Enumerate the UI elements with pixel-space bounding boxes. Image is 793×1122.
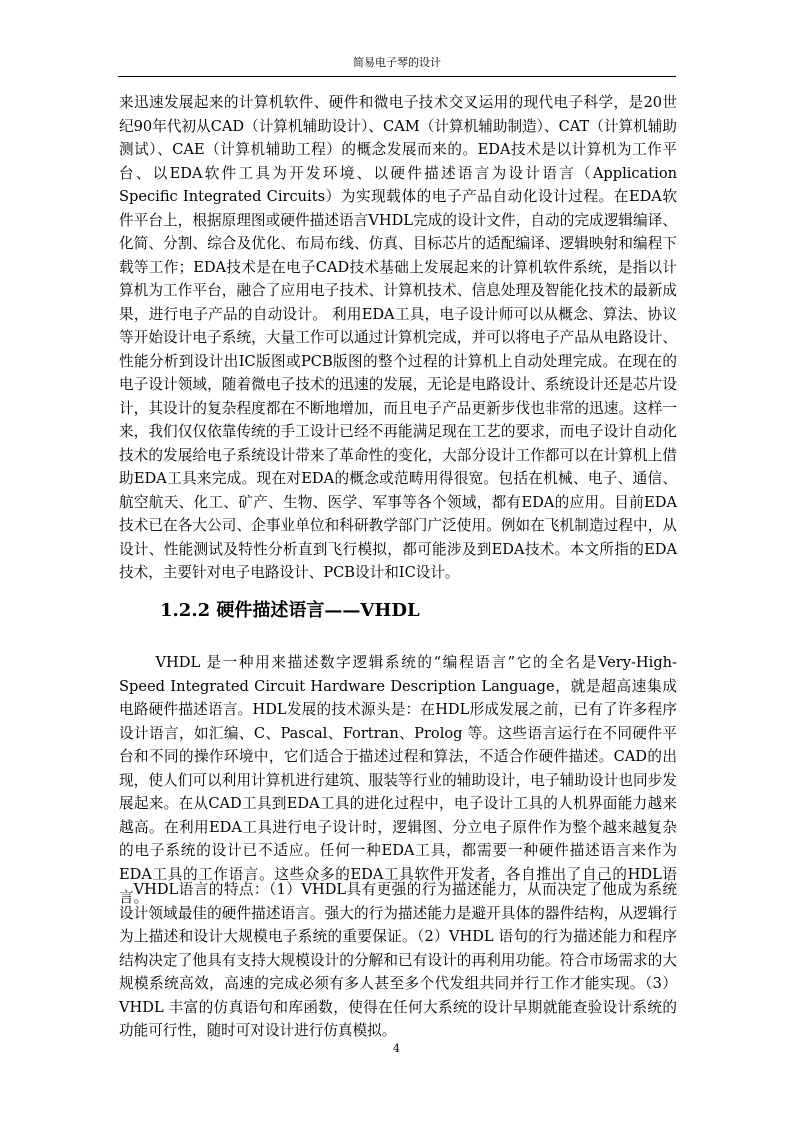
section-heading: 1.2.2 硬件描述语言——VHDL bbox=[160, 600, 420, 621]
page-header: 简易电子琴的设计 bbox=[353, 56, 441, 69]
body-paragraph-vhdl-features: VHDL语言的特点：（1）VHDL具有更强的行为描述能力，从而决定了他成为系统设计领域最佳的硬件描述语言。强大的行为描述能力是避开具体的器件结构，从逻辑行为上描述和设计大规模电子系统的重要保证。（2）VHDL 语句的行为描述能力和程序结构决定了他具有支持大规模设计的分解和已有设计的再利用功能。符合市场需求的大规模系统高效，高速的完成必须有多人甚至多个代发组共同并行工作才能实现。（3）VHDL 丰富的仿真语句和库函数，使得在任何大系统的设计早期就能查验设计系统的功能可行性，随时可对设计进行仿真模拟。 bbox=[119, 881, 677, 1039]
body-paragraph-vhdl-intro: VHDL 是一种用来描述数字逻辑系统的“编程语言”它的全名是Very-High-Speed Integrated Circuit Hardware Description Language，就是超高速集成电路硬件描述语言。HDL发展的技术源头是：在HDL形成发展之前，已有了许多程序设计语言，如汇编、C、Pascal、Fortran、Prolog 等。这些语言运行在不同硬件平台和不同的操作环境中，它们适合于描述过程和算法，不适合作硬件描述。CAD的出现，使人们可以利用计算机进行建筑、服装等行业的辅助设计，电子辅助设计也同步发展起来。在从CAD工具到EDA工具的进化过程中，电子设计工具的人机界面能力越来越高。在利用EDA工具进行电子设计时，逻辑图、分立电子原件作为整个越来越复杂的电子系统的设计已不适应。任何一种EDA工具，都需要一种硬件描述语言来作为EDA工具的工作语言。这些众多的EDA工具软件开发者，各自推出了自己的HDL语言。 bbox=[119, 654, 677, 906]
page-number: 4 bbox=[393, 1042, 400, 1055]
header-divider bbox=[118, 76, 676, 77]
body-paragraph-eda: 来迅速发展起来的计算机软件、硬件和微电子技术交叉运用的现代电子科学，是20世纪90年代初从CAD（计算机辅助设计）、CAM（计算机辅助制造）、CAT（计算机辅助测试）、CAE（计算机辅助工程）的概念发展而来的。EDA技术是以计算机为工作平台、以EDA软件工具为开发环境、以硬件描述语言为设计语言（Application Specific Integrated Circuits）为实现载体的电子产品自动化设计过程。在EDA软件平台上，根据原理图或硬件描述语言VHDL完成的设计文件，自动的完成逻辑编译、化简、分割、综合及优化、布局布线、仿真、目标芯片的适配编译、逻辑映射和编程下载等工作；EDA技术是在电子CAD技术基础上发展起来的计算机软件系统，是指以计算机为工作平台，融合了应用电子技术、计算机技术、信息处理及智能化技术的最新成果，进行电子产品的自动设计。 利用EDA工具，电子设计师可以从概念、算法、协议等开始设计电子系统，大量工作可以通过计算机完成，并可以将电子产品从电路设计、性能分析到设计出IC版图或PCB版图的整个过程的计算机上自动处理完成。在现在的电子设计领域，随着微电子技术的迅速的发展，无论是电路设计、系统设计还是芯片设计，其设计的复杂程度都在不断地增加，而且电子产品更新步伐也非常的迅速。这样一来，我们仅仅依靠传统的手工设计已经不再能满足现在工艺的要求，而电子设计自动化技术的发展给电子系统设计带来了革命性的变化，大部分设计工作都可以在计算机上借助EDA工具来完成。现在对EDA的概念或范畴用得很宽。包括在机械、电子、通信、航空航天、化工、矿产、生物、医学、军事等各个领域，都有EDA的应用。目前EDA技术已在各大公司、企事业单位和科研教学部门广泛使用。例如在飞机制造过程中，从设计、性能测试及特性分析直到飞行模拟，都可能涉及到EDA技术。本文所指的EDA技术，主要针对电子电路设计、PCB设计和IC设计。 bbox=[119, 94, 677, 581]
